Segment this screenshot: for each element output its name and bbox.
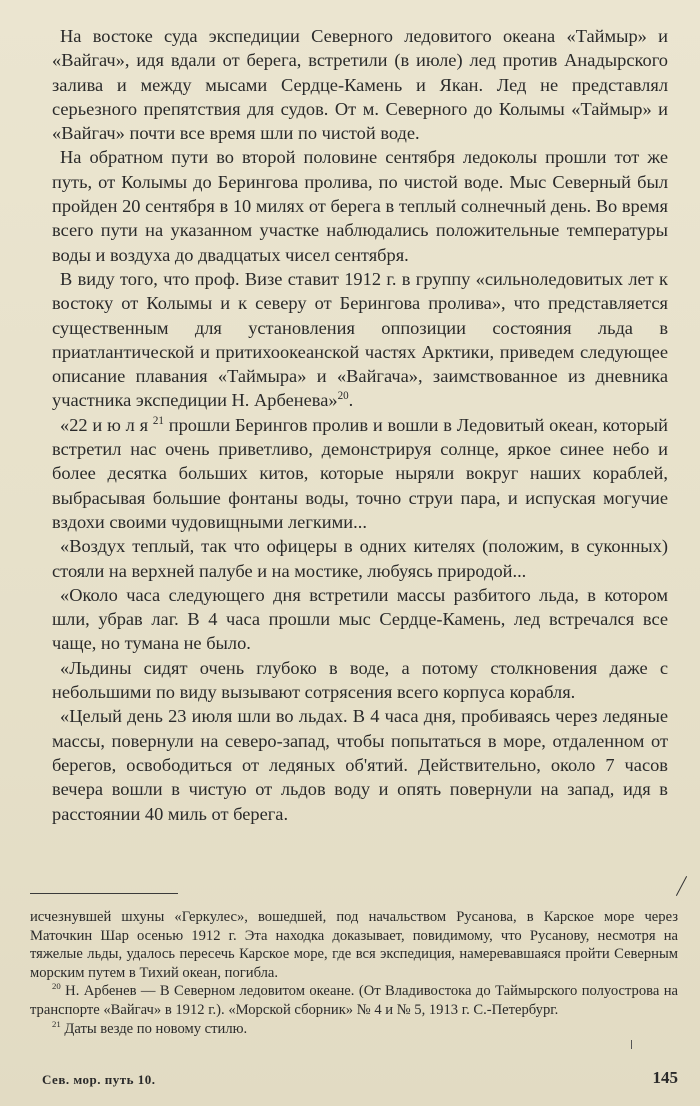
- footnote-21: [30, 1020, 678, 1039]
- footnote-20-marker: 20: [52, 981, 61, 992]
- paragraph-3: [52, 267, 668, 413]
- paragraph-4: [52, 413, 668, 534]
- footnote-ref-20: 20: [337, 390, 349, 403]
- footnotes: [30, 908, 678, 1038]
- margin-tick-mark: [631, 1040, 632, 1049]
- footnote-continuation: [30, 908, 678, 982]
- paragraph-3-text: В виду того, что проф. Визе ставит 1912 г. в группу «сильноледовитых лет к востоку от Колымы и к северу от Берингова пролива», что представляется существенным для установления оппозиции состояния льда в приатлантической и притихоокеанской частях Арктики, приведем следующее описание плавания «Таймыра» и «Вайгача», заимствованное из дневника участника экспедиции Н. Арбенева»: [52, 268, 668, 411]
- paragraph-7: [52, 656, 668, 705]
- footnote-21-marker: 21: [52, 1018, 61, 1029]
- paragraph-2: [52, 145, 668, 266]
- paragraph-6: [52, 583, 668, 656]
- printer-signature: Сев. мор. путь 10.: [42, 1072, 156, 1087]
- footnote-ref-21: 21: [152, 414, 164, 427]
- footnote-20-text: Н. Арбенев — В Северном ледовитом океане. (От Владивостока до Таймырского полуострова на транспорте «Вайгач» в 1912 г.). «Морской сборник» № 4 и № 5, 1913 г. С.-Петербург.: [30, 983, 678, 1018]
- footnote-21-text: Даты везде по новому стилю.: [60, 1020, 248, 1037]
- paragraph-2-text: На обратном пути во второй половине сентября ледоколы прошли тот же путь, от Колымы до Берингова пролива, по чистой воде. Мыс Северный был пройден 20 сентября в 10 милях от берега в теплый солнечный день. Во время всего пути на указанном участке наблюдались положительные температуры воды и воздуха до двадцатых чисел сентября.: [52, 147, 668, 265]
- paragraph-6-text: «Около часа следующего дня встретили массы разбитого льда, в котором шли, убрав лаг. В 4 часа прошли мыс Сердце-Камень, лед встречался все чаще, но тумана не было.: [52, 584, 668, 654]
- paragraph-7-text: «Льдины сидят очень глубоко в воде, а потому столкновения даже с небольшими по виду вызывают сотрясения всего корпуса корабля.: [52, 657, 668, 703]
- footnote-divider: [30, 893, 178, 894]
- page-number: 145: [652, 1068, 678, 1087]
- paragraph-1: [52, 24, 668, 145]
- paragraph-3-end: .: [348, 390, 354, 411]
- paragraph-1-text: На востоке суда экспедиции Северного ледовитого океана «Таймыр» и «Вайгач», идя вдали от берега, встретили (в июле) лед против Анадырского залива и между мысами Сердце-Камень и Якан. Лед не представлял серьезного препятствия для судов. От м. Северного до Колымы «Таймыр» и «Вайгач» почти все время шли по чистой воде.: [52, 26, 668, 144]
- main-text: [52, 24, 668, 826]
- paragraph-5-text: «Воздух теплый, так что офицеры в одних кителях (положим, в суконных) стояли на верхней палубе и на мостике, любуясь природой...: [52, 536, 668, 581]
- paragraph-4-text: прошли Берингов пролив и вошли в Ледовитый океан, который встретил нас очень приветливо, демонстрируя солнце, яркое синее небо и более десятка больших китов, которые ныряли вокруг наших кораблей, выбрасывая большие фонтаны воды, точно струи пара, и испуская могучие вздохи своими чудовищными легкими...: [52, 414, 669, 532]
- paragraph-4-date: «22 и ю л я: [60, 414, 153, 435]
- paragraph-5: [52, 534, 668, 583]
- paragraph-8-text: «Целый день 23 июля шли во льдах. В 4 часа дня, пробиваясь через ледяные массы, повернули на северо-запад, чтобы попытаться в море, отдаленном от берегов, освободиться от ледяных об'ятий. Действительно, около 7 часов вечера вошли в чистую от льдов воду и опять повернули на запад, идя в расстоянии 40 миль от берега.: [52, 706, 668, 824]
- footnote-20: [30, 982, 678, 1019]
- footnote-continuation-text: исчезнувшей шхуны «Геркулес», вошедшей, под начальством Русанова, в Карское море через Маточкин Шар осенью 1912 г. Эта находка доказывает, повидимому, что Русанову, несмотря на тяжелые льды, удалось пересечь Карское море, где вся экспедиция, намеревавшаяся пройти Северным морским путем в Тихий океан, погибла.: [30, 909, 678, 981]
- margin-pencil-mark: [676, 876, 687, 896]
- paragraph-8: [52, 704, 668, 825]
